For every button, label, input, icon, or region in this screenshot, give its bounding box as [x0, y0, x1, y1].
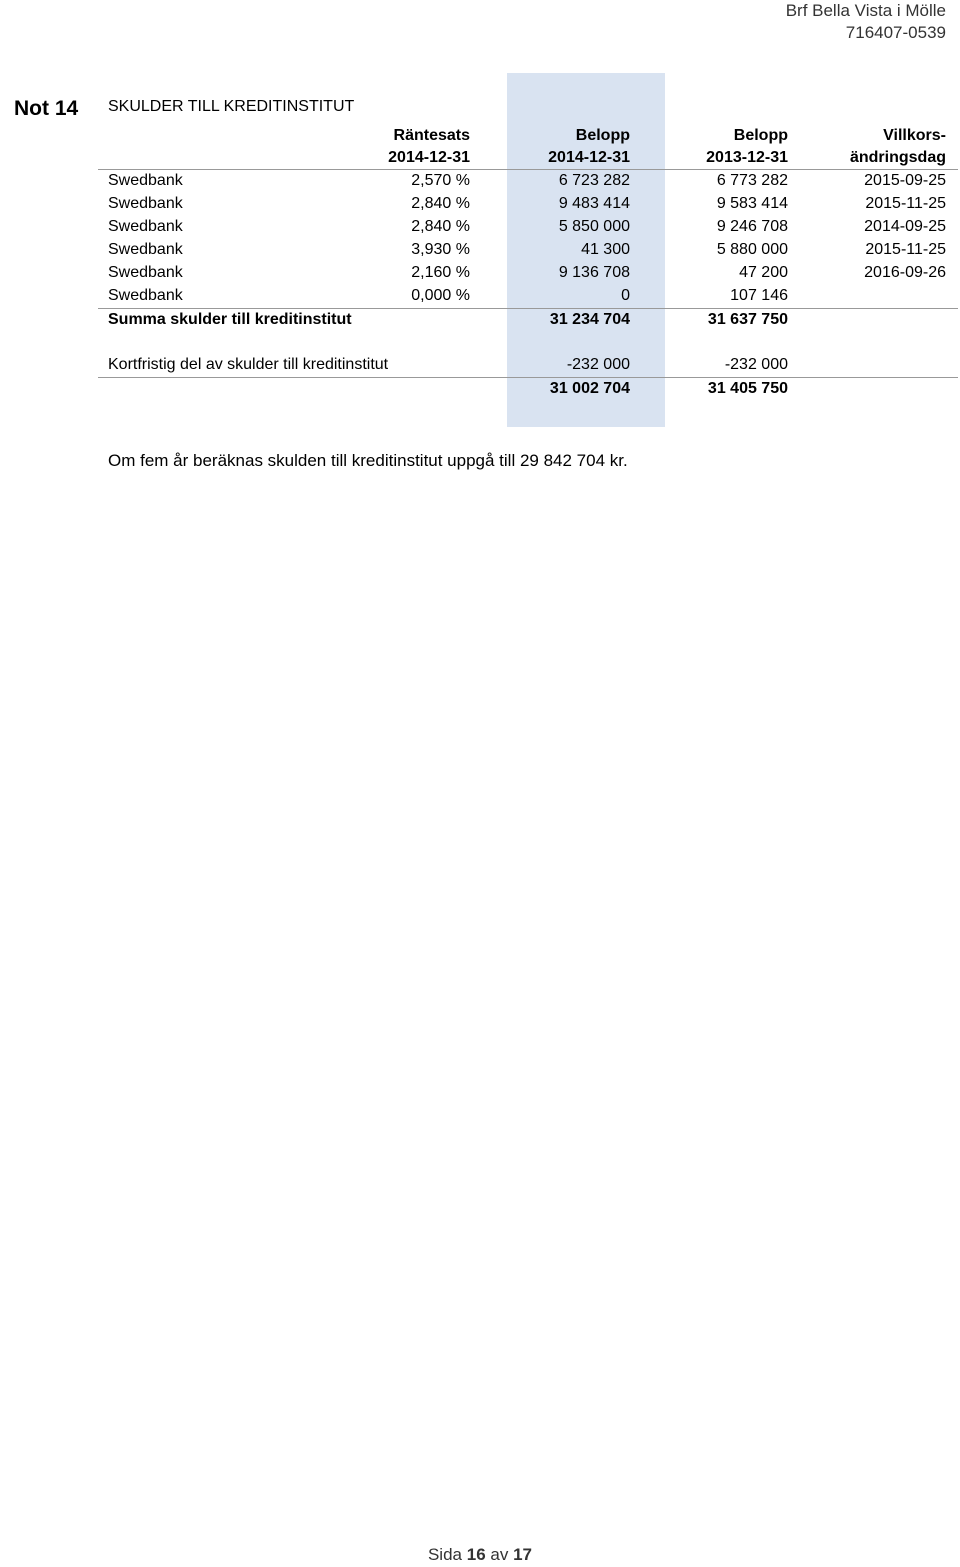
footer-page-number: 16: [466, 1545, 486, 1564]
footer-middle: av: [490, 1545, 509, 1564]
table-header-row: [98, 125, 958, 170]
total-amount-2014: 31 234 704: [549, 311, 630, 328]
short-term-amount-2013: -232 000: [724, 356, 788, 373]
footer-page-total: 17: [513, 1545, 533, 1564]
org-name: Brf Bella Vista i Mölle: [785, 1, 946, 20]
short-term-label: Kortfristig del av skulder till kreditinstitut: [108, 356, 389, 373]
total-amount-2013: 31 637 750: [707, 311, 788, 328]
header-amount-2013: Belopp 2013-12-31: [706, 127, 788, 166]
total-row: [98, 309, 958, 332]
total-label: Summa skulder till kreditinstitut: [108, 311, 352, 328]
table-spacer: [98, 332, 958, 354]
header-amount-2014: Belopp 2014-12-31: [548, 127, 630, 166]
table-row: Swedbank 2,840 % 9 483 414 9 583 414 2015-11-25: [108, 195, 946, 212]
short-term-row: [98, 354, 958, 378]
table-row: Swedbank 2,840 % 5 850 000 9 246 708 2014-09-25: [108, 218, 946, 235]
header-change-date: Villkors- ändringsdag: [849, 127, 946, 166]
debt-table: [98, 125, 958, 401]
table-row: Swedbank 3,930 % 41 300 5 880 000 2015-11-25: [108, 241, 946, 258]
footer-prefix: Sida: [427, 1545, 462, 1564]
org-number: 716407-0539: [845, 23, 946, 42]
note-label: Not 14: [14, 97, 79, 120]
page-header: [786, 0, 946, 44]
table-row: Swedbank 2,570 % 6 723 282 6 773 282 2015-09-25: [108, 172, 946, 189]
header-rate: Räntesats 2014-12-31: [388, 127, 470, 166]
net-amount-2013: 31 405 750: [707, 380, 788, 397]
table-row: Swedbank 0,000 % 0 107 146: [98, 285, 958, 309]
note-title: SKULDER TILL KREDITINSTITUT: [108, 98, 355, 115]
table-row: Swedbank 2,160 % 9 136 708 47 200 2016-09-26: [108, 264, 946, 281]
net-amount-2014: 31 002 704: [549, 380, 630, 397]
net-row: [98, 378, 958, 401]
page-footer: [0, 1545, 960, 1565]
short-term-amount-2014: -232 000: [566, 356, 630, 373]
footnote: Om fem år beräknas skulden till kreditinstitut uppgå till 29 842 704 kr.: [108, 451, 628, 470]
